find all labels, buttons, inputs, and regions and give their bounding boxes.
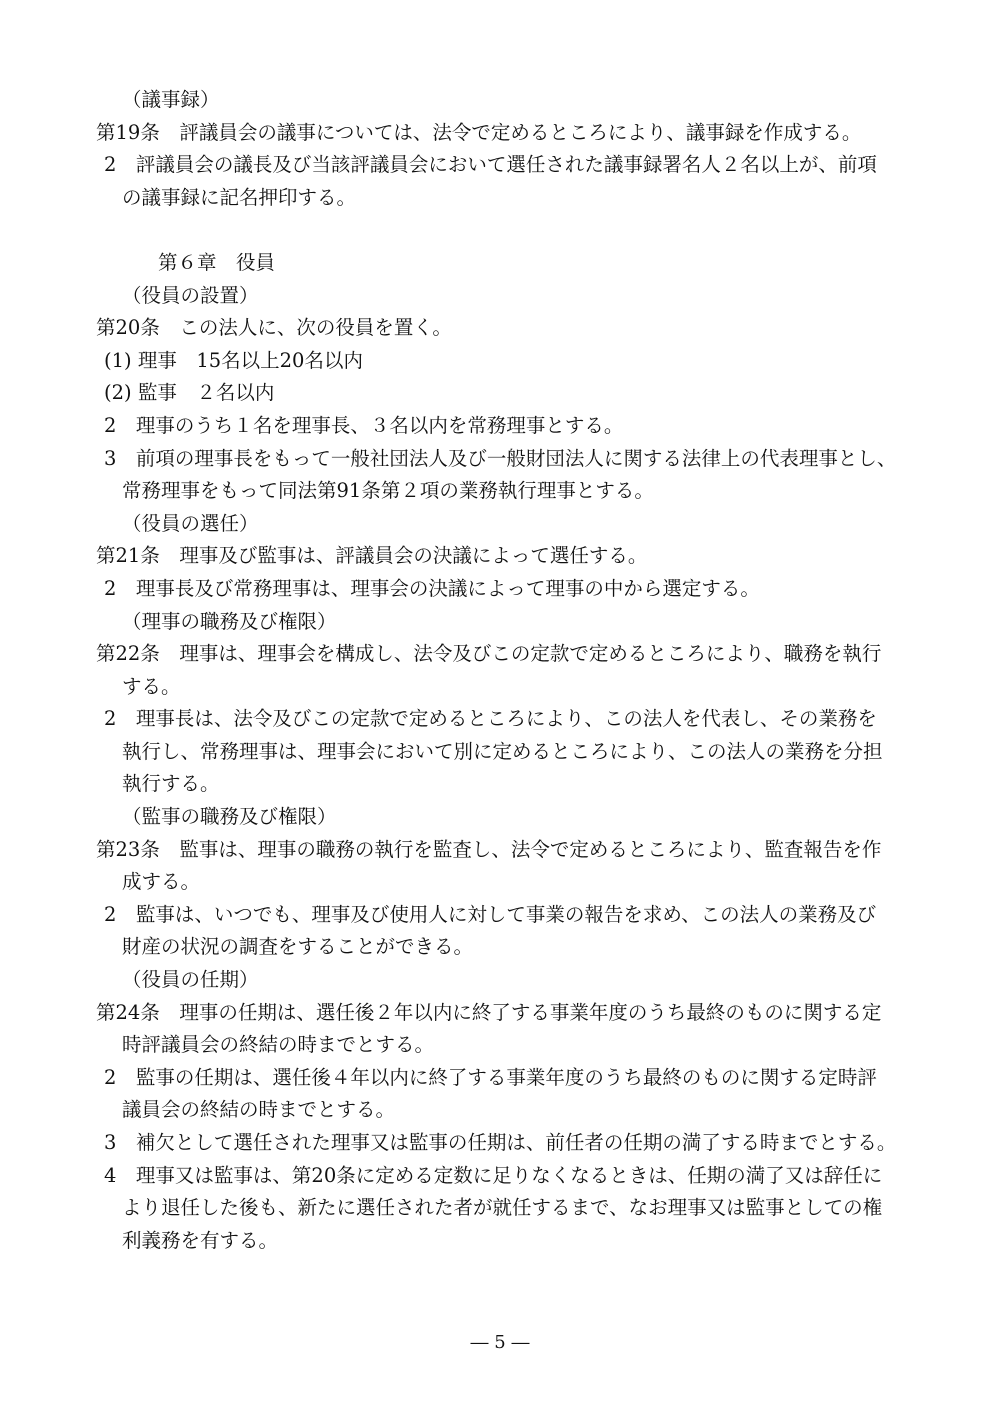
paragraph-line: 2 評議員会の議長及び当該評議員会において選任された議事録署名人２名以上が、前項 <box>104 153 877 177</box>
paragraph-line: 2 監事は、いつでも、理事及び使用人に対して事業の報告を求め、この法人の業務及び <box>104 902 877 926</box>
article-heading: （議事録） <box>122 88 220 111</box>
article-line: する。 <box>122 674 181 698</box>
article-line: 時評議員会の終結の時までとする。 <box>122 1033 435 1057</box>
article-heading: （理事の職務及び権限） <box>122 609 337 633</box>
paragraph-line: 2 理事長は、法令及びこの定款で定めるところにより、この法人を代表し、その業務を <box>104 707 877 731</box>
paragraph-line: 2 監事の任期は、選任後４年以内に終了する事業年度のうち最終のものに関する定時評 <box>104 1065 877 1089</box>
article-heading: （役員の設置） <box>122 283 259 307</box>
paragraph-line: 常務理事をもって同法第91条第２項の業務執行理事とする。 <box>122 479 654 503</box>
article-19: 第19条 評議員会の議事については、法令で定めるところにより、議事録を作成する。 <box>96 120 862 144</box>
paragraph-line: 2 理事長及び常務理事は、理事会の決議によって理事の中から選定する。 <box>104 576 760 600</box>
paragraph-line: 3 前項の理事長をもって一般社団法人及び一般財団法人に関する法律上の代表理事とし、 <box>104 446 897 470</box>
paragraph-line: 利義務を有する。 <box>122 1228 279 1252</box>
article-24: 第24条 理事の任期は、選任後２年以内に終了する事業年度のうち最終のものに関する定 <box>96 1000 882 1024</box>
list-item: (1) 理事 15名以上20名以内 <box>104 348 363 372</box>
paragraph-line: 3 補欠として選任された理事又は監事の任期は、前任者の任期の満了する時までとする。 <box>104 1131 897 1154</box>
chapter-title: 第６章 役員 <box>158 250 276 274</box>
list-item: (2) 監事 ２名以内 <box>104 381 275 405</box>
article-heading: （役員の任期） <box>122 968 259 992</box>
article-heading: （役員の選任） <box>122 511 259 535</box>
article-22: 第22条 理事は、理事会を構成し、法令及びこの定款で定めるところにより、職務を執行 <box>96 642 882 666</box>
document-body <box>96 84 908 1257</box>
article-20: 第20条 この法人に、次の役員を置く。 <box>96 316 452 340</box>
article-line: 成する。 <box>122 870 201 894</box>
paragraph-line: より退任した後も、新たに選任された者が就任するまで、なお理事又は監事としての権 <box>122 1196 883 1220</box>
article-21: 第21条 理事及び監事は、評議員会の決議によって選任する。 <box>96 544 648 568</box>
paragraph-line: 財産の状況の調査をすることができる。 <box>122 935 474 959</box>
blank-line <box>96 214 908 247</box>
paragraph-line: 議員会の終結の時までとする。 <box>122 1098 396 1122</box>
page-number: ― 5 ― <box>470 1332 530 1353</box>
article-23: 第23条 監事は、理事の職務の執行を監査し、法令で定めるところにより、監査報告を作 <box>96 837 882 861</box>
paragraph-line: 執行する。 <box>122 772 220 796</box>
paragraph-line: 2 理事のうち１名を理事長、３名以内を常務理事とする。 <box>104 413 624 437</box>
paragraph-line: の議事録に記名押印する。 <box>122 185 357 209</box>
paragraph-line: 4 理事又は監事は、第20条に定める定数に足りなくなるときは、任期の満了又は辞任に <box>104 1163 883 1187</box>
paragraph-line: 執行し、常務理事は、理事会において別に定めるところにより、この法人の業務を分担 <box>122 739 883 763</box>
article-heading: （監事の職務及び権限） <box>122 805 337 829</box>
